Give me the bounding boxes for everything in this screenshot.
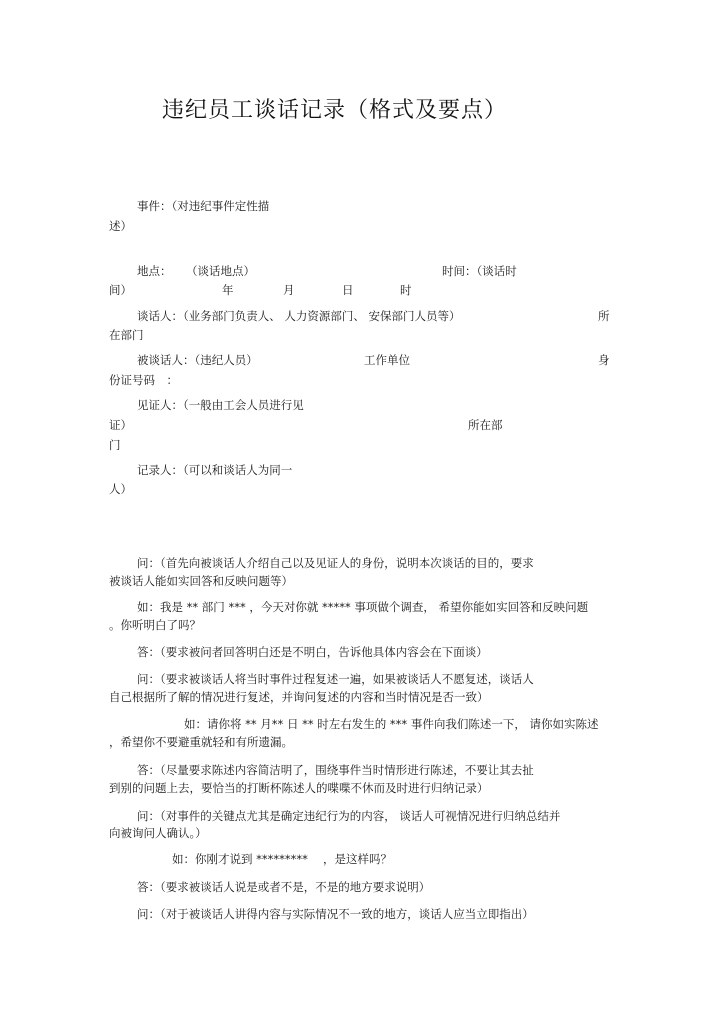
a2-line-1: 答：（尽量要求陈述内容简洁明了，围绕事件当时情形进行陈述，不要让其去扯: [137, 763, 534, 777]
time-label: 时间：（谈话时: [442, 264, 517, 278]
q1-line-2: 被谈话人能如实回答和反映问题等）: [109, 574, 293, 588]
interviewee-line-1: 被谈话人：（违纪人员）: [137, 353, 258, 367]
location-label: 地点：: [137, 264, 172, 278]
interviewee-id-2: 份证号码 ：: [109, 373, 178, 387]
a1-line-1: 答：（要求被问者回答明白还是不明白，告诉他具体内容会在下面谈）: [137, 645, 488, 659]
a3-line-1: 答：（要求被谈话人说是或者不是，不是的地方要求说明）: [137, 880, 431, 894]
e2-line-1: 如：请你将 ** 月** 日 ** 时左右发生的 *** 事件向我们陈述一下， 请你如实陈述: [184, 717, 599, 731]
event-line-1: 事件：（对违纪事件定性描: [137, 199, 270, 213]
witness-dept-2: 门: [109, 438, 121, 452]
time-line-2: 间）: [109, 283, 132, 297]
a2-line-2: 到别的问题上去，要恰当的打断杯陈述人的喋喋不休而及时进行归纳记录）: [109, 781, 489, 795]
time-month: 月: [283, 283, 295, 297]
q3-line-1: 问：（对事件的关键点尤其是确定违纪行为的内容， 谈话人可视情况进行归纳总结并: [137, 809, 561, 823]
interviewer-dept-2: 在部门: [109, 328, 144, 342]
time-hour: 时: [400, 283, 412, 297]
q1-line-1: 问：（首先向被谈话人介绍自己以及见证人的身份，说明本次谈话的目的，要求: [137, 556, 534, 570]
time-year: 年: [222, 283, 234, 297]
witness-dept-1: 所在部: [468, 418, 503, 432]
q2-line-1: 问：（要求被谈话人将当时事件过程复述一遍，如果被谈话人不愿复述，谈话人: [137, 672, 534, 686]
e3-line-1: 如：你刚才说到 ********* ，是这样吗？: [172, 852, 393, 866]
event-line-2: 述）: [109, 219, 132, 233]
interviewer-line-1: 谈话人：（业务部门负责人、 人力资源部门、 安保部门人员等）: [137, 309, 461, 323]
location-value: （谈话地点）: [186, 264, 255, 278]
document-title: 违纪员工谈话记录（格式及要点）: [162, 98, 508, 123]
q3-line-2: 向被询问人确认。）: [109, 826, 207, 840]
e1-line-2: 。你听明白了吗？: [109, 618, 201, 632]
q4-line-1: 问：（对于被谈话人讲得内容与实际情况不一致的地方，谈话人应当立即指出）: [137, 907, 534, 921]
time-day: 日: [342, 283, 354, 297]
e2-line-2: ，希望你不要避重就轻和有所遗漏。: [109, 735, 293, 749]
q2-line-2: 自己根据所了解的情况进行复述，并询问复述的内容和当时情况是否一致）: [109, 690, 489, 704]
interviewee-id-1: 身: [598, 353, 610, 367]
recorder-line-1: 记录人：（可以和谈话人为同一: [137, 463, 293, 477]
e1-line-1: 如：我是 ** 部门 *** ，今天对你就 ***** 事项做个调查， 希望你能如实回答和反映问题: [137, 600, 589, 614]
interviewer-dept-1: 所: [598, 309, 610, 323]
witness-line-1: 见证人：（一般由工会人员进行见: [137, 398, 304, 412]
witness-line-2: 证）: [109, 418, 132, 432]
interviewee-unit: 工作单位: [364, 353, 410, 367]
recorder-line-2: 人）: [109, 482, 132, 496]
